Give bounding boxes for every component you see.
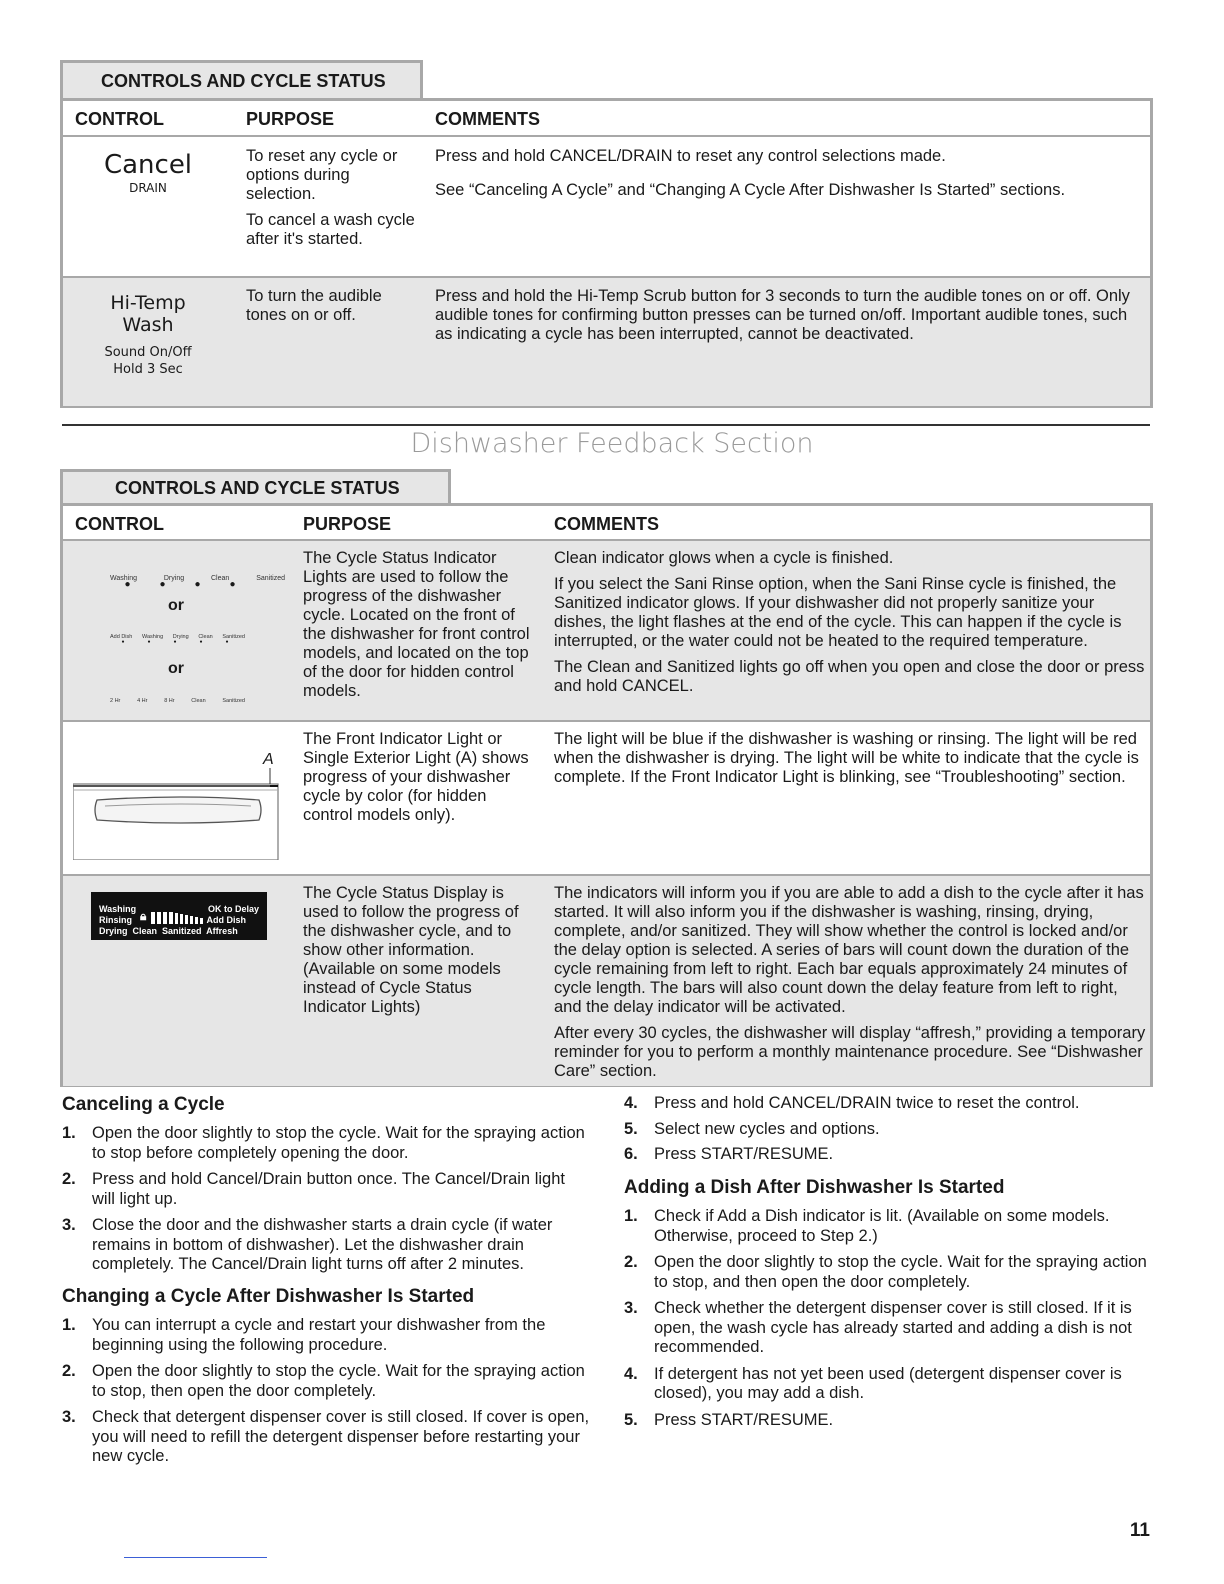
list-item: 5. Press START/RESUME. — [624, 1410, 834, 1429]
hold-3-sec-label: Hold 3 Sec — [113, 362, 183, 377]
indicator-label: Clean — [211, 575, 230, 582]
table1-tab-title: CONTROLS AND CYCLE STATUS — [101, 71, 386, 91]
indicator-dots: ● ● ● ● ● — [121, 639, 229, 645]
table-row-front-light — [63, 722, 1150, 876]
list-item: 2. Open the door slightly to stop the cycle. Wait for the spraying action to stop, and then open the door completely. — [624, 1253, 1147, 1291]
canceling-heading: Canceling a Cycle — [62, 1094, 225, 1115]
canceling-steps — [62, 1124, 592, 1282]
cancel-purpose — [246, 147, 421, 256]
cancel-purpose-1: To reset any cycle or options during selection. — [246, 147, 398, 203]
table2-tab-title: CONTROLS AND CYCLE STATUS — [115, 478, 400, 498]
table-row-status-lights — [63, 541, 1150, 722]
list-item: 1. Check if Add a Dish indicator is lit. (Available on some models. Otherwise, proceed to Step 2.) — [624, 1207, 1110, 1245]
display-rinsing: Rinsing — [99, 915, 132, 925]
hitemp-purpose: To turn the audible tones on or off. — [246, 287, 382, 324]
front-light-comments: The light will be blue if the dishwasher is washing or rinsing. The light will be red when the dishwasher is drying. The light will be white to indicate that the cycle is complete. If the Front Indicator Light is blinking, see “Troubleshooting” section. — [554, 730, 1139, 786]
changing-steps — [62, 1316, 592, 1474]
cancel-drain-control — [83, 151, 213, 198]
hitemp-control — [83, 292, 213, 378]
callout-a: A — [263, 751, 274, 768]
table1-tab — [60, 60, 423, 100]
display-bottom-row: Drying Clean Sanitized Affresh — [99, 926, 238, 936]
indicator-label: Washing — [110, 575, 137, 582]
list-item: 4. If detergent has not yet been used (detergent dispenser cover is closed), you may add a dish. — [624, 1364, 1122, 1402]
adding-steps — [624, 1207, 1154, 1437]
changing-heading: Changing a Cycle After Dishwasher Is Started — [62, 1286, 475, 1307]
list-item: 2. Press and hold Cancel/Drain button once. The Cancel/Drain light will light up. — [62, 1170, 565, 1208]
table-row-cancel — [63, 137, 1150, 278]
indicator-label: 8 Hr — [164, 698, 175, 704]
list-item: 5. Select new cycles and options. — [624, 1119, 880, 1138]
hitemp-label-2: Wash — [122, 314, 174, 336]
list-item: 3. Check whether the detergent dispenser cover is still closed. If it is open, the wash cycle has already started and adding a dish is not recommended. — [624, 1299, 1132, 1356]
table1-header — [63, 101, 1150, 137]
indicator-label: 2 Hr — [110, 698, 121, 704]
front-light-illustration — [73, 750, 285, 860]
hitemp-comments: Press and hold the Hi-Temp Scrub button for 3 seconds to turn the audible tones on or off. Only audible tones for confirming button presses can be turned on/off. Important audible tones, such as indicating a cycle has been interrupted, cannot be deactivated. — [435, 287, 1130, 343]
display-washing: Washing — [99, 904, 137, 914]
drain-label: DRAIN — [129, 181, 167, 195]
table2-tab — [60, 469, 451, 505]
indicator-set-c — [110, 692, 245, 711]
section-title: Dishwasher Feedback Section — [410, 428, 814, 459]
cycle-status-display — [91, 892, 267, 940]
indicator-label: Sanitized — [222, 698, 245, 704]
status-display-comments — [554, 884, 1149, 1088]
dishwasher-front-drawing — [73, 750, 285, 860]
indicator-label: Add Dish — [110, 634, 133, 640]
table2 — [60, 503, 1153, 1087]
table-row-hitemp — [63, 278, 1150, 406]
header-comments: COMMENTS — [554, 514, 659, 534]
indicator-label: Sanitized — [256, 575, 285, 582]
list-item: 1. Open the door slightly to stop the cycle. Wait for the spraying action to stop before completely opening the door. — [62, 1124, 585, 1162]
status-display-purpose: The Cycle Status Display is used to follow the progress of the dishwasher cycle, and to show other information. (Available on some models instead of Cycle Status Indicator Lights) — [303, 884, 519, 1016]
display-comment-2: After every 30 cycles, the dishwasher will display “affresh,” providing a temporary reminder for you to perform a monthly maintenance procedure. See “Dishwasher Care” section. — [554, 1024, 1146, 1080]
table1 — [60, 98, 1153, 408]
header-purpose: PURPOSE — [303, 514, 392, 534]
indicator-label: Washing — [141, 634, 164, 640]
front-light-purpose: The Front Indicator Light or Single Exterior Light (A) shows progress of your dishwasher cycle by color (for hidden control models only). — [303, 730, 529, 824]
status-comment-2: If you select the Sani Rinse option, when the Sani Rinse cycle is finished, the Sanitized indicator glows. If your dishwasher did not properly sanitize your dishes, the light flashes at the end of the cycle. This can happen if the cycle is interrupted, or the water could not be heated to the required temperature. — [554, 575, 1122, 650]
list-item: 3. Close the door and the dishwasher starts a drain cycle (if water remains in bottom of dishwasher). Let the dishwasher drain completely. The Cancel/Drain light turns off after 2 minutes. — [62, 1216, 553, 1273]
header-control: CONTROL — [75, 514, 164, 534]
header-control: CONTROL — [75, 109, 164, 129]
or-label: or — [168, 660, 184, 677]
table-row-status-display — [63, 876, 1150, 1086]
indicator-label: Clean — [198, 634, 213, 640]
status-comment-3: The Clean and Sanitized lights go off when you open and close the door or press and hold CANCEL. — [554, 658, 1145, 695]
sound-onoff-label: Sound On/Off — [104, 345, 192, 360]
list-item: 4. Press and hold CANCEL/DRAIN twice to reset the control. — [624, 1094, 1080, 1112]
lock-icon: 🔒︎ — [140, 909, 147, 923]
indicator-dots: ● ● ● ● — [124, 579, 236, 590]
display-ok-to-delay: OK to Delay — [207, 904, 259, 914]
changing-steps-continued — [624, 1094, 1154, 1171]
table2-header — [63, 506, 1150, 541]
indicator-label: Drying — [172, 634, 189, 640]
list-item: 6. Press START/RESUME. — [624, 1145, 834, 1163]
status-comment-1: Clean indicator glows when a cycle is finished. — [554, 549, 894, 567]
status-lights-comments — [554, 549, 1146, 703]
display-comment-1: The indicators will inform you if you are able to add a dish to the cycle after it has started. It will also inform you if the dishwasher is washing, rinsing, drying, complete, and/or sanitized. They will show whether the control is locked and/or the delay option is selected. A series of bars will count down the duration of the cycle remaining from left to right. Each bar equals approximately 24 minutes of cycle length. The bars will also count down the delay feature from left to right, and the delay indicator will be activated. — [554, 884, 1144, 1016]
adding-heading: Adding a Dish After Dishwasher Is Started — [624, 1177, 1005, 1198]
cancel-comments — [435, 147, 1140, 207]
cancel-comment-2: See “Canceling A Cycle” and “Changing A Cycle After Dishwasher Is Started” sections. — [435, 181, 1066, 199]
progress-bars-icon — [151, 912, 211, 924]
indicator-label: Clean — [191, 698, 206, 704]
status-indicator-illustration — [110, 569, 290, 704]
hitemp-label-1: Hi-Temp — [110, 292, 186, 314]
page-number: 11 — [1129, 1520, 1150, 1541]
section-divider — [62, 424, 1150, 426]
indicator-label: 4 Hr — [137, 698, 148, 704]
list-item: 3. Check that detergent dispenser cover is still closed. If cover is open, you will need to refill the detergent dispenser before restarting your new cycle. — [62, 1408, 590, 1465]
header-comments: COMMENTS — [435, 109, 540, 129]
status-lights-purpose: The Cycle Status Indicator Lights are used to follow the progress of the dishwasher cycle. Located on the front of the dishwasher for front control models, and located on the top of the door for hidden control models. — [303, 549, 530, 700]
list-item: 1. You can interrupt a cycle and restart your dishwasher from the beginning using the following procedure. — [62, 1316, 546, 1354]
cancel-label: Cancel — [103, 150, 193, 180]
indicator-label: Sanitized — [222, 634, 245, 640]
cancel-purpose-2: To cancel a wash cycle after it's started. — [246, 211, 415, 248]
footer-line — [124, 1557, 267, 1558]
display-add-dish: Add Dish — [206, 915, 246, 925]
list-item: 2. Open the door slightly to stop the cycle. Wait for the spraying action to stop, then open the door completely. — [62, 1362, 585, 1400]
indicator-label: Drying — [163, 575, 185, 582]
or-label: or — [168, 597, 184, 614]
header-purpose: PURPOSE — [246, 109, 335, 129]
cancel-comment-1: Press and hold CANCEL/DRAIN to reset any control selections made. — [435, 147, 946, 165]
